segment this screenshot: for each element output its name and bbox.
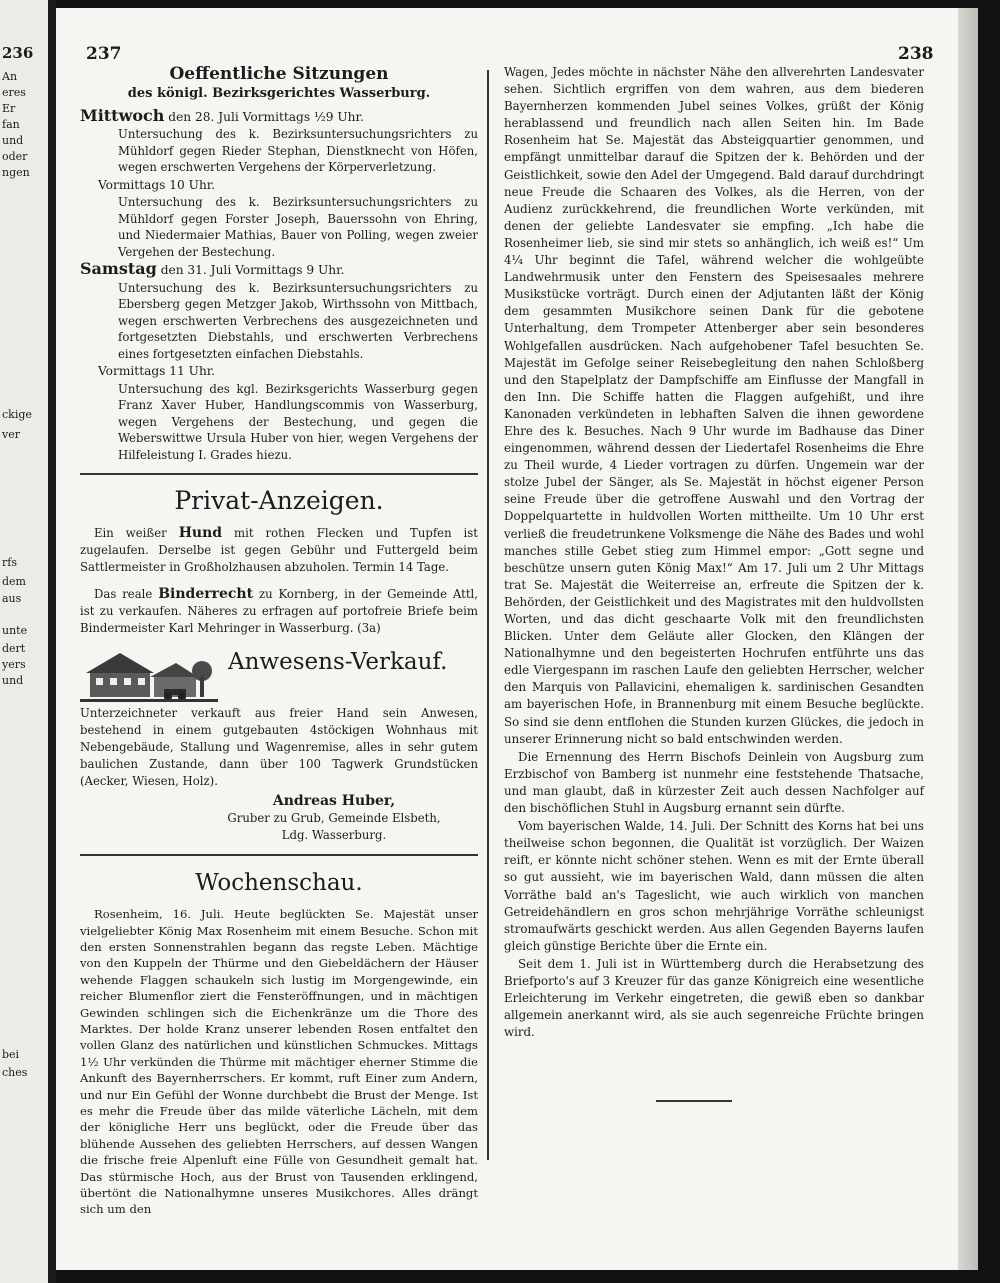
previous-page-fragment: ngen (2, 166, 30, 179)
end-rule (656, 1100, 732, 1102)
previous-page-edge (0, 0, 48, 1283)
wochenschau-title: Wochenschau. (195, 870, 363, 897)
ad-keyword: Binderrecht (158, 586, 254, 603)
weekday: Samstag (80, 259, 157, 279)
anwesen-header (80, 647, 478, 705)
session-day (80, 107, 478, 126)
privat-anzeigen-title: Privat-Anzeigen. (174, 486, 384, 516)
section-divider (80, 473, 478, 475)
previous-page-fragment: dert (2, 642, 26, 655)
previous-page-fragment: dem (2, 575, 26, 588)
session-text: Untersuchung des k. Bezirksuntersuchungsrichters zu Ebersberg gegen Metzger Jakob, Wirthssohn von Mittbach, wegen erschwerten Verbrechens des ausgezeichneten und fortgesetzten Diebstahls, und erschwerten Verbrechens eines fortgesetzten einfachen Diebstahls. (118, 280, 478, 361)
ad-text: mit rothen Flecken und Tupfen ist zugelaufen. Derselbe ist gegen Gebühr und Futtergeld beim Sattlermeister in Großholzhausen abzuholen. Termin 14 Tage. (80, 526, 478, 575)
page-stack-edge (958, 8, 978, 1270)
wochenschau-paragraph: Vom bayerischen Walde, 14. Juli. Der Schnitt des Korns hat bei uns theilweise schon begonnen, die Qualität ist vorzüglich. Der Waizen reift, er könnte nicht schöner stehen. Wenn es mit der Ernte überall so gut aussieht, wie im bayerischen Wald, dann müssen die alten Vorräthe bald an's Tageslicht, wie auch wirklich von manchen Getreidehändlern en gros schon mehrjährige Vorräthe schleunigst stromaufwärts geschickt werden. Aus allen Gegenden Bayerns laufen gleich günstige Berichte über die Ernte ein. (504, 819, 924, 953)
ad-text: Das reale (94, 587, 159, 602)
session-time: Vormittags 11 Uhr. (98, 364, 216, 379)
previous-page-fragment: rfs (2, 556, 17, 569)
anwesen-text: Unterzeichneter verkauft aus freier Hand sein Anwesen, bestehend in einem gutgebauten 4stöckigen Wohnhaus mit Nebengebäude, Stallung und Wagenremise, alles in sehr gutem baulichen Zustande, dann über 100 Tagwerk Grundstücken (Aecker, Wiesen, Holz). (80, 706, 478, 789)
ad-hund (80, 525, 478, 576)
session-time: Vormittags 10 Uhr. (98, 177, 216, 192)
previous-page-fragment: fan (2, 118, 20, 131)
page-number-left: 237 (86, 44, 122, 64)
signature: Andreas Huber, (272, 793, 396, 810)
previous-page-fragment: eres (2, 86, 26, 99)
page-number-right: 238 (898, 44, 934, 64)
previous-page-number: 236 (2, 44, 34, 62)
page-gutter (48, 0, 56, 1283)
left-column (80, 64, 478, 1218)
session-text: Untersuchung des kgl. Bezirksgerichts Wasserburg gegen Franz Xaver Huber, Handlungscommis von Wasserburg, wegen Vergehens der Bestechung, und gegen die Weberswittwe Ursula Huber von hier, wegen Vergehens der Hilfeleistung I. Grades hiezu. (118, 381, 478, 462)
wochenschau-text-left: Rosenheim, 16. Juli. Heute beglückten Se. Majestät unser vielgeliebter König Max Rosenheim mit einem Besuche. Schon mit den ersten Sonnenstrahlen begann das regste Leben. Mächtige von den Kuppeln der Thürme und den Giebeldächern der Häuser wehende Flaggen schaukeln sich lustig im Morgengewinde, ein reicher Blumenflor ziert die Fensteröffnungen, und in mächtigen Gewinden schlingen sich die Eichenkränze um die Thore des Marktes. Der holde Kranz unserer lebenden Rosen entfaltet den vollen Glanz des natürlichen und künstlichen Schmuckes. Mittags 1½ Uhr verkünden die Thürme mit mächtiger eherner Stimme die Ankunft des Bayernherrschers. Er kommt, ruft Einer zum Andern, und nur Ein Gefühl der Wonne durchbebt die Brust der Menge. Ist es mehr die Freude über das milde väterliche Lächeln, mit dem der königliche Herr uns beglückt, oder die Freude über das blühende Aussehen des geliebten Herrschers, auf dessen Wangen die frische freie Alpenluft eine Fülle von Gesundheit gemalt hat. Das stürmische Hoch, aus der Brust von Tausenden erklingend, übertönt die Nationalhymne unseres Musikchores. Alles drängt sich um den (80, 907, 478, 1217)
column-rule (487, 70, 489, 1160)
session-text: Untersuchung des k. Bezirksuntersuchungsrichters zu Mühldorf gegen Forster Joseph, Bauerssohn von Ehring, und Niedermaier Mathias, Bauer von Polling, wegen zweier Vergehen der Bestechung. (118, 195, 478, 259)
sitzungen-subtitle: des königl. Bezirksgerichtes Wasserburg. (127, 86, 431, 101)
previous-page-fragment: yers (2, 658, 26, 671)
ad-binderrecht (80, 586, 478, 637)
sitzungen-title: Oeffentliche Sitzungen (169, 64, 389, 84)
section-divider (80, 854, 478, 856)
previous-page-fragment: bei (2, 1048, 20, 1061)
session-day (80, 260, 478, 279)
session-date: den 31. Juli Vormittags 9 Uhr. (160, 263, 345, 278)
weekday: Mittwoch (80, 106, 165, 125)
newspaper-page (56, 8, 958, 1270)
previous-page-fragment: und (2, 674, 24, 687)
previous-page-fragment: ches (2, 1066, 28, 1079)
session-date: den 28. Juli Vormittags ½9 Uhr. (168, 110, 364, 124)
previous-page-fragment: An (2, 70, 18, 83)
previous-page-fragment: ver (2, 428, 20, 441)
previous-page-fragment: aus (2, 592, 22, 605)
ad-text: Ein weißer (94, 526, 179, 541)
previous-page-fragment: oder (2, 150, 28, 163)
ad-text: zu Kornberg, in der Gemeinde Attl, ist zu verkaufen. Näheres zu erfragen auf portofreie Briefe beim Bindermeister Karl Mehringer in Wasserburg. (3a) (80, 587, 478, 636)
signature-address: Ldg. Wasserburg. (281, 828, 387, 843)
session-text: Untersuchung des k. Bezirksuntersuchungsrichters zu Mühldorf gegen Rieder Stephan, Dienstknecht von Höfen, wegen erschwerten Vergehens der Körperverletzung. (118, 127, 478, 175)
previous-page-fragment: und (2, 134, 24, 147)
previous-page-fragment: Er (2, 102, 16, 115)
previous-page-fragment: unte (2, 624, 28, 637)
ad-keyword: Hund (178, 525, 223, 542)
anwesen-title: Anwesens-Verkauf. (228, 649, 448, 676)
right-column (504, 64, 924, 1042)
wochenschau-paragraph: Seit dem 1. Juli ist in Württemberg durch die Herabsetzung des Briefporto's auf 3 Kreuzer für das ganze Königreich eine wesentliche Erleichterung im Verkehr eingetreten, die gewiß eben so dankbar allgemein anerkannt wird, als sie auch segenreiche Früchte bringen wird. (504, 956, 924, 1040)
previous-page-fragment: ckige (2, 408, 32, 421)
farmhouse-icon (80, 647, 218, 705)
signature-address: Gruber zu Grub, Gemeinde Elsbeth, (227, 811, 441, 826)
wochenschau-paragraph: Die Ernennung des Herrn Bischofs Deinlein von Augsburg zum Erzbischof von Bamberg ist nunmehr eine feststehende Thatsache, und man glaubt, daß in kürzester Zeit auch dessen Nachfolger auf den bischöflichen Stuhl in Augsburg ernannt sein dürfte. (504, 749, 924, 816)
anwesen-ad (80, 647, 478, 844)
wochenschau-paragraph: Wagen, Jedes möchte in nächster Nähe den allverehrten Landesvater sehen. Sichtlich ergriffen von dem wahren, aus dem biederen Bayernherzen kommenden Jubel seines Volkes, grüßt der König herablassend und freundlich nach allen Seiten hin. Im Bade Rosenheim hat Se. Majestät das Absteigquartier genommen, und empfängt unmittelbar darauf die Spitzen der k. Behörden und der Geistlichkeit, sowie den Adel der Umgegend. Bald darauf durchdringt neue Freude die Schaaren des Volkes, als die Herren, von der Audienz zurückkehrend, die freundlichen Worte verkünden, mit denen der geliebte Landesvater sie empfing. „Ich habe die Rosenheimer lieb, sie sind mir stets so anhänglich, ich weiß es!“ Um 4¼ Uhr beginnt die Tafel, während welcher die wohlgeübte Landwehrmusik unter den Fenstern des Speisesaales mehrere Musikstücke vorträgt. Durch einen der Adjutanten läßt der König dem gesammten Musikchore seinen Dank für die gebotene Unterhaltung, dem Trompeter Attenberger aber sein besonderes Wohlgefallen ausdrücken. Nach aufgehobener Tafel besuchten Se. Majestät im Gefolge seiner Reisebegleitung den nahen Schloßberg und den Stapelplatz der Dampfschiffe am Einflusse der Mangfall in den Inn. Die Schiffe hatten die Flaggen aufgehißt, und ihre Kanonaden verkündeten in lebhaften Salven die ihnen gewordene Ehre des k. Besuches. Nach 9 Uhr wurde im Badhause das Diner eingenommen, während dessen der Liedertafel Rosenheims die Ehre zu Theil wurde, 4 Lieder vortragen zu dürfen. Ungemein war der stolze Jubel der Sänger, als Se. Majestät in höchst eigener Person seine Freude über die getroffene Auswahl und den Vortrag der Doppelquartette in huldvollen Worten mittheilte. Um 10 Uhr erst verließ die freudetrunkene Volksmenge die Nähe des Bades und wohl manches stille Gebet stieg zum Himmel empor: „Gott segne und beschütze unsern guten König Max!“ Am 17. Juli um 2 Uhr Mittags trat Se. Majestät die Weiterreise an, erfreute die Spitzen der k. Behörden, der Geistlichkeit und des Magistrates mit den huldvollsten Worten, und das dicht geschaarte Volk mit den freundlichsten Blicken. Unter dem Geläute aller Glocken, den Klängen der Nationalhymne und den begeisterten Hochrufen entführte uns das edle Viergespann im raschen Laufe den geliebten Herrscher, welcher den Marquis von Pallavicini, ehemaligen k. sardinischen Gesandten am bayerischen Hofe, in Brannenburg mit einem Besuche beglückte. So sind sie denn entflohen die Stunden kurzen Glückes, die jedoch in unserer Erinnerung nicht so bald entschwinden werden. (504, 65, 924, 746)
